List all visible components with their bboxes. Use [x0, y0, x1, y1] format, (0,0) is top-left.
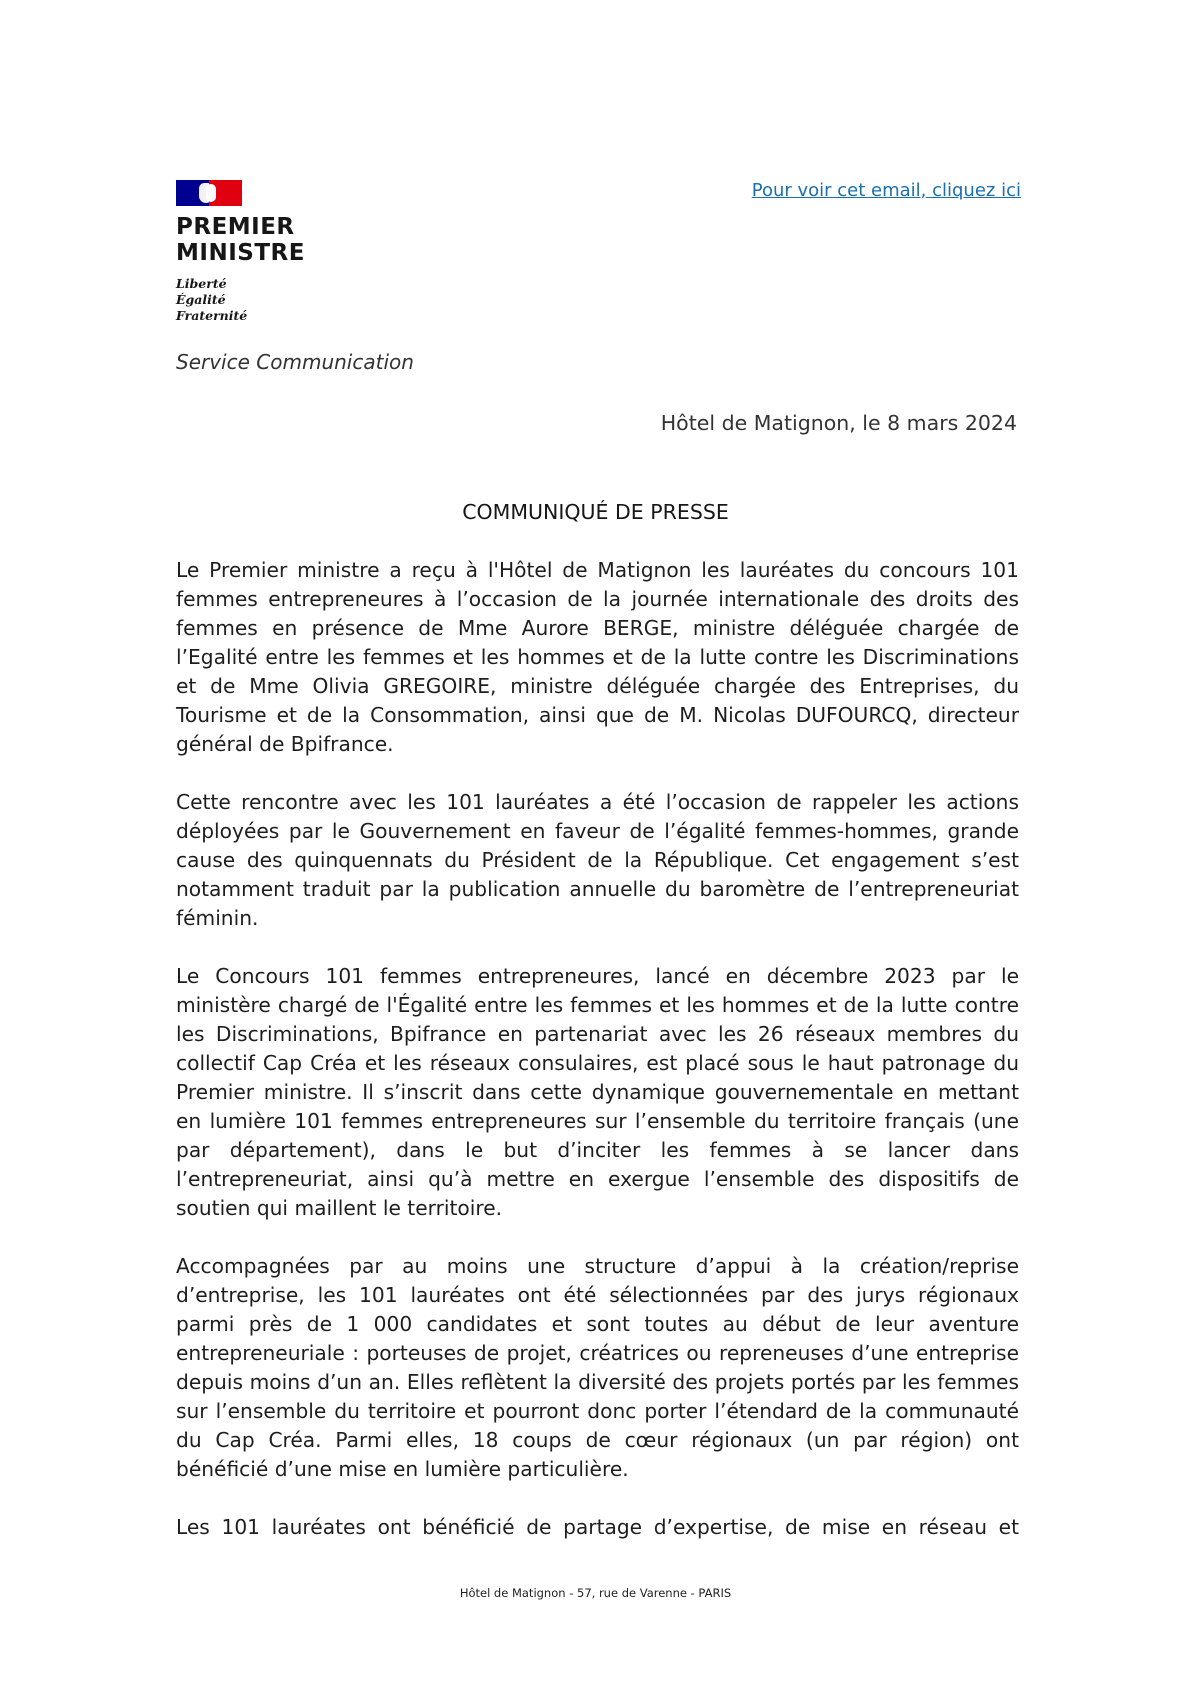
- document-title: COMMUNIQUÉ DE PRESSE: [462, 500, 729, 524]
- paragraph: Cette rencontre avec les 101 lauréates a été l’occasion de rappeler les actions déployées par le Gouvernement en faveur de l’égalité femmes-hommes, grande cause des quinquennats du Président de la République. Cet engagement s’est notamment traduit par la publication annuelle du baromètre de l’entrepreneuriat féminin.: [176, 790, 1019, 930]
- body-text: [176, 556, 1019, 1571]
- premier-ministre-logo: [176, 180, 316, 324]
- dateline: Hôtel de Matignon, le 8 mars 2024: [660, 411, 1017, 435]
- paragraph: Les 101 lauréates ont bénéficié de partage d’expertise, de mise en réseau et: [176, 1515, 1019, 1539]
- logo-title: [176, 214, 316, 266]
- marianne-flag-icon: [176, 180, 242, 206]
- motto-liberte: Liberté: [176, 276, 227, 291]
- paragraph: Le Premier ministre a reçu à l'Hôtel de Matignon les lauréates du concours 101 femmes entrepreneures à l’occasion de la journée internationale des droits des femmes en présence de Mme Aurore BERGE, ministre déléguée chargée de l’Egalité entre les femmes et les hommes et de la lutte contre les Discriminations et de Mme Olivia GREGOIRE, ministre déléguée chargée des Entreprises, du Tourisme et de la Consommation, ainsi que de M. Nicolas DUFOURCQ, directeur général de Bpifrance.: [176, 558, 1019, 756]
- motto-egalite: Égalité: [176, 292, 226, 307]
- paragraph: Le Concours 101 femmes entrepreneures, lancé en décembre 2023 par le ministère chargé de l'Égalité entre les femmes et les hommes et de la lutte contre les Discriminations, Bpifrance en partenariat avec les 26 réseaux membres du collectif Cap Créa et les réseaux consulaires, est placé sous le haut patronage du Premier ministre. Il s’inscrit dans cette dynamique gouvernementale en mettant en lumière 101 femmes entrepreneures sur l’ensemble du territoire français (une par département), dans le but d’inciter les femmes à se lancer dans l’entrepreneuriat, ainsi qu’à mettre en exergue l’ensemble des dispositifs de soutien qui maillent le territoire.: [176, 964, 1019, 1220]
- logo-line-1: PREMIER: [176, 214, 295, 240]
- footer-address: Hôtel de Matignon - 57, rue de Varenne - PARIS: [459, 1586, 732, 1600]
- motto-fraternite: Fraternité: [176, 308, 248, 323]
- republic-motto: [176, 276, 316, 324]
- view-email-link[interactable]: Pour voir cet email, cliquez ici: [751, 180, 1021, 201]
- paragraph: Accompagnées par au moins une structure d’appui à la création/reprise d’entreprise, les 101 lauréates ont été sélectionnées par des jurys régionaux parmi près de 1 000 candidates et sont toutes au début de leur aventure entrepreneuriale : porteuses de projet, créatrices ou repreneuses d’une entreprise depuis moins d’un an. Elles reflètent la diversité des projets portés par les femmes sur l’ensemble du territoire et pourront donc porter l’étendard de la communauté du Cap Créa. Parmi elles, 18 coups de cœur régionaux (un par région) ont bénéficié d’une mise en lumière particulière.: [176, 1254, 1019, 1481]
- service-label: Service Communication: [176, 350, 414, 374]
- logo-line-2: MINISTRE: [176, 240, 305, 266]
